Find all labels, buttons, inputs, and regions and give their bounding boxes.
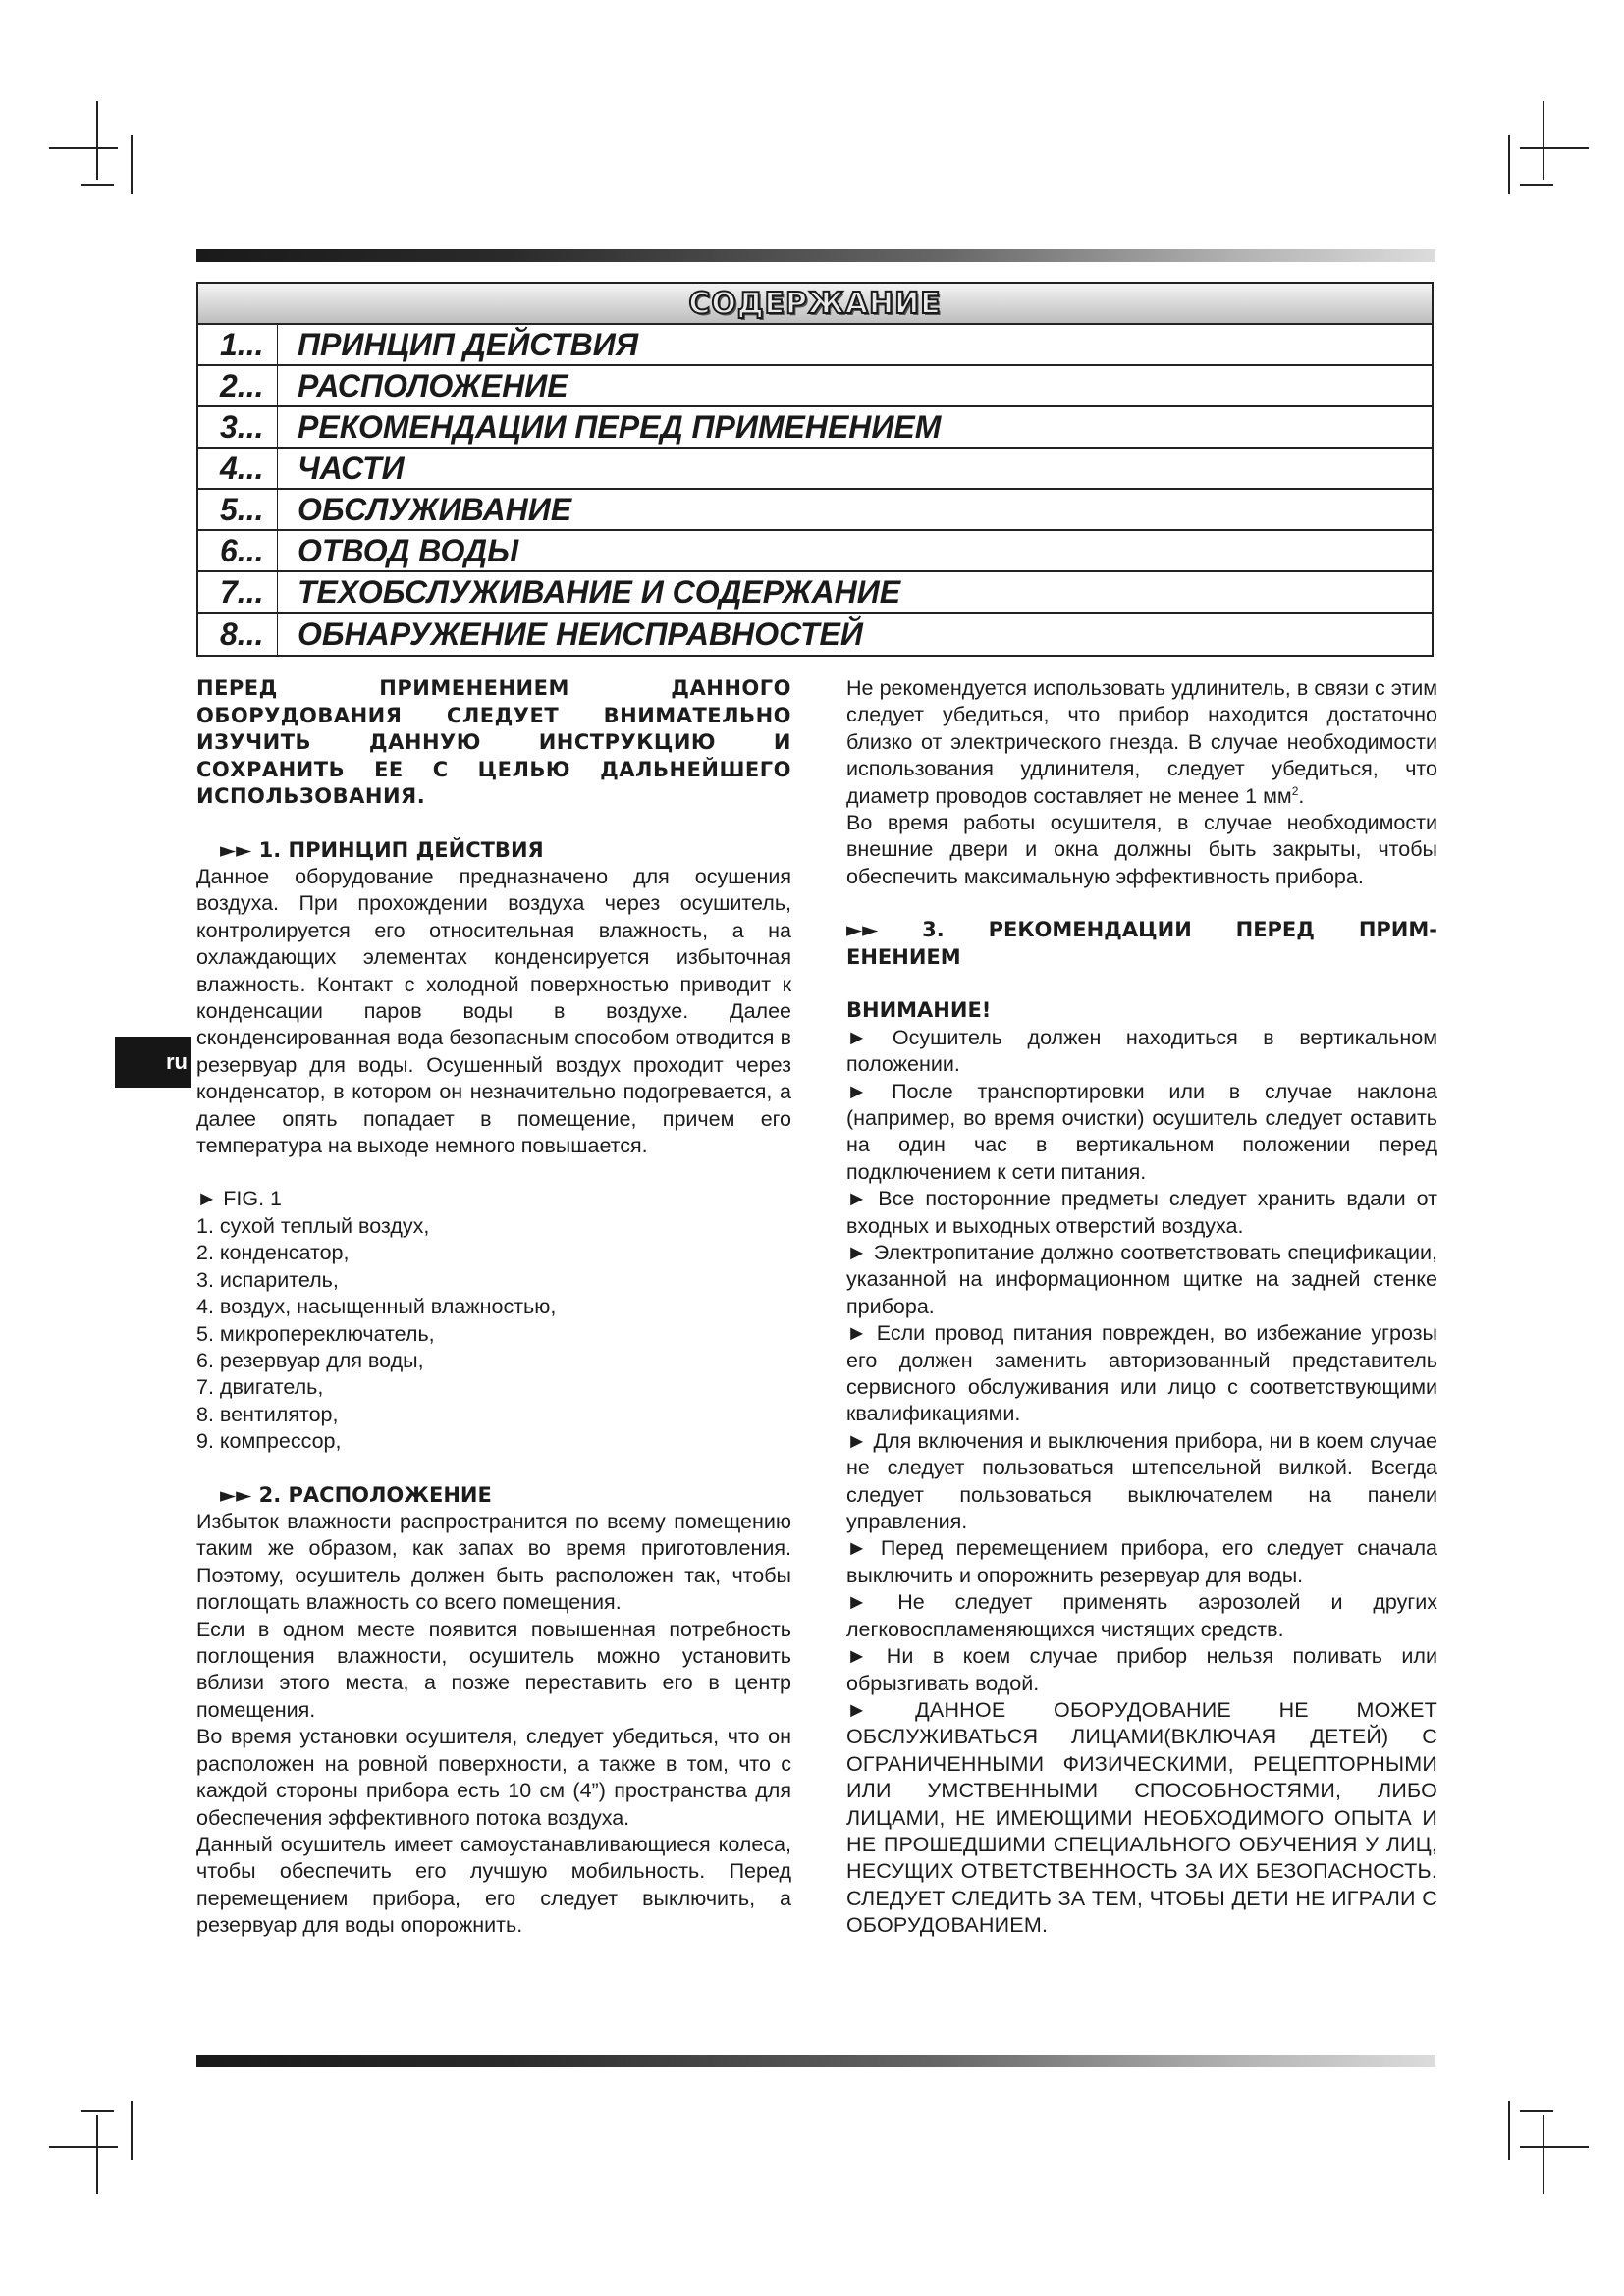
crop-mark	[1520, 2110, 1553, 2112]
crop-mark	[131, 2101, 133, 2160]
toc-label: ОБНАРУЖЕНИЕ НЕИСПРАВНОСТЕЙ	[298, 615, 863, 652]
crop-mark	[1508, 135, 1510, 194]
crop-mark	[1543, 2115, 1544, 2194]
superscript: 2	[1291, 783, 1299, 798]
toc-row	[198, 531, 1432, 572]
header-gradient-bar	[196, 249, 1435, 262]
toc-number: 2...	[220, 367, 264, 403]
toc-row	[198, 614, 1432, 655]
warning-title: ВНИМАНИЕ!	[846, 998, 992, 1023]
toc-label: ОБСЛУЖИВАНИЕ	[298, 491, 572, 527]
bullet-item: ► Перед перемещением прибора, его следует сначала выключить и опорожнить резервуар для воды.	[846, 1536, 1437, 1587]
crop-mark	[96, 2115, 98, 2194]
toc-label: ТЕХОБСЛУЖИВАНИЕ И СОДЕРЖАНИЕ	[298, 573, 901, 610]
fig-item: 8. вентилятор,	[196, 1402, 339, 1426]
toc-number: 3...	[220, 408, 264, 445]
crop-mark	[1543, 101, 1544, 180]
toc-number: 8...	[220, 615, 264, 652]
period: .	[1298, 783, 1305, 808]
intro-warning: ПЕРЕД ПРИМЕНЕНИЕМ ДАННОГО ОБОРУДОВАНИЯ СЛЕДУЕТ ВНИМАТЕЛЬНО ИЗУЧИТЬ ДАННУЮ ИНСТРУКЦИЮ И СОХРАНИТЬ ЕЕ С ЦЕЛЬЮ ДАЛЬНЕЙШЕГО ИСПОЛЬЗОВАНИЯ.	[196, 676, 791, 808]
bullet-item: ► Если провод питания поврежден, во избежание угрозы его должен заменить авторизованный представитель сервисного обслуживания или лицо с соответствующими квалификациями.	[846, 1321, 1437, 1426]
bullet-item: ► Для включения и выключения прибора, ни в коем случае не следует пользоваться штепсельной вилкой. Всегда следует пользоваться выключателем на панели управления.	[846, 1428, 1437, 1534]
fig-item: 3. испаритель,	[196, 1267, 339, 1292]
section-1-body: Данное оборудование предназначено для осушения воздуха. При прохождении воздуха через осушитель, контролируется его относительная влажность, а на охлаждающих элементах конденсируется избыточная влажность. Контакт с холодной поверхностью приводит к конденсации паров воды в воздухе. Далее сконденсированная вода безопасным способом отводится в резервуар для воды. Осушенный воздух проходит через конденсатор, в котором он незначительно подогревается, а далее опять попадает в помещение, причем его температура на выходе немного повышается.	[196, 865, 791, 1158]
fig-item: 2. конденсатор,	[196, 1241, 350, 1265]
toc-row	[198, 449, 1432, 490]
safety-notice: ► ДАННОЕ ОБОРУДОВАНИЕ НЕ МОЖЕТ ОБСЛУЖИВАТЬСЯ ЛИЦАМИ(ВКЛЮЧАЯ ДЕТЕЙ) С ОГРАНИЧЕННЫМИ ФИЗИЧЕСКИМИ, РЕЦЕПТОРНЫМИ ИЛИ УМСТВЕННЫМИ СПОСОБНОСТЯМИ, ЛИБО ЛИЦАМИ, НЕ ИМЕЮЩИМИ НЕОБХОДИМОГО ОПЫТА И НЕ ПРОШЕДШИМИ СПЕЦИАЛЬНОГО ОБУЧЕНИЯ У ЛИЦ, НЕСУЩИХ ОТВЕТСТВЕННОСТЬ ЗА ИХ БЕЗОПАСНОСТЬ. СЛЕДУЕТ СЛЕДИТЬ ЗА ТЕМ, ЧТОБЫ ДЕТИ НЕ ИГРАЛИ С ОБОРУДОВАНИЕМ.	[846, 1697, 1437, 1938]
toc-number: 4...	[220, 450, 264, 486]
toc-row	[198, 407, 1432, 449]
fig-title: ► FIG. 1	[196, 1187, 282, 1211]
fig-item: 6. резервуар для воды,	[196, 1348, 424, 1372]
toc-row	[198, 325, 1432, 366]
bullet-item: ► Осушитель должен находиться в вертикальном положении.	[846, 1025, 1437, 1077]
crop-mark	[49, 2146, 118, 2148]
toc-number: 1...	[220, 326, 264, 362]
right-column	[846, 675, 1437, 1940]
section-3-title: ►► 3. РЕКОМЕНДАЦИИ ПЕРЕД ПРИМ-	[846, 918, 1437, 942]
toc-number: 6...	[220, 532, 264, 568]
crop-mark	[1508, 2101, 1510, 2160]
fig-item: 7. двигатель,	[196, 1375, 324, 1400]
fig-item: 4. воздух, насыщенный влажностью,	[196, 1295, 557, 1319]
section-2-title: ►► 2. РАСПОЛОЖЕНИЕ	[220, 1482, 492, 1507]
toc-label: РЕКОМЕНДАЦИИ ПЕРЕД ПРИМЕНЕНИЕМ	[298, 408, 942, 445]
bullet-item: ► Электропитание должно соответствовать спецификации, указанной на информационном щитке на задней стенке прибора.	[846, 1241, 1437, 1318]
bullet-item: ► Не следует применять аэрозолей и других легковоспламеняющихся чистящих средств.	[846, 1590, 1437, 1641]
toc-row	[198, 572, 1432, 614]
extension-cord-paragraph	[846, 675, 1437, 810]
section-2-paragraph: Во время установки осушителя, следует убедиться, что он расположен на ровной поверхности, а также в том, что с каждой стороны прибора есть 10 см (4”) пространства для обеспечения эффективного потока воздуха.	[196, 1725, 791, 1830]
footer-gradient-bar	[196, 2055, 1435, 2067]
windows-paragraph: Во время работы осушителя, в случае необходимости внешние двери и окна должны быть закрыты, чтобы обеспечить максимальную эффективность прибора.	[846, 811, 1437, 888]
table-of-contents	[196, 282, 1434, 657]
bullet-item: ► Ни в коем случае прибор нельзя поливать или обрызгивать водой.	[846, 1644, 1437, 1695]
crop-mark	[1520, 184, 1553, 186]
crop-mark	[49, 147, 118, 149]
section-3-title-cont: ЕНЕНИЕМ	[846, 944, 961, 969]
crop-mark	[1520, 2146, 1589, 2148]
crop-mark	[1520, 147, 1589, 149]
crop-mark	[96, 101, 98, 180]
toc-label: РАСПОЛОЖЕНИЕ	[298, 367, 568, 403]
section-2-paragraph: Если в одном месте появится повышенная потребность поглощения влажности, осушитель можно установить вблизи этого места, а позже переставить его в центр помещения.	[196, 1617, 791, 1722]
toc-row	[198, 490, 1432, 531]
fig-item: 1. сухой теплый воздух,	[196, 1213, 430, 1238]
extension-cord-text: Не рекомендуется использовать удлинитель, в связи с этим следует убедиться, что прибор находится достаточно близко от электрического гнезда. В случае необходимости использования удлинителя, следует убедиться, что диаметр проводов составляет не менее 1 мм	[846, 676, 1437, 808]
fig-item: 5. микропереключатель,	[196, 1321, 435, 1346]
toc-number: 5...	[220, 491, 264, 527]
toc-label: ЧАСТИ	[298, 450, 405, 486]
toc-row	[198, 366, 1432, 407]
bullet-item: ► Все посторонние предметы следует хранить вдали от входных и выходных отверстий воздуха.	[846, 1187, 1437, 1238]
crop-mark	[131, 135, 133, 194]
section-1-title: ►► 1. ПРИНЦИП ДЕЙСТВИЯ	[220, 837, 544, 862]
section-2-paragraph: Данный осушитель имеет самоустанавливающиеся колеса, чтобы обеспечить его лучшую мобильность. Перед перемещением прибора, его следует выключить, а резервуар для воды опорожнить.	[196, 1832, 791, 1938]
crop-mark	[81, 2110, 114, 2112]
left-column	[196, 675, 791, 1940]
toc-number: 7...	[220, 573, 264, 610]
crop-mark	[81, 184, 114, 186]
toc-title: СОДЕРЖАНИЕ	[688, 286, 942, 321]
section-2-paragraph: Избыток влажности распространится по всему помещению таким же образом, как запах во время приготовления. Поэтому, осушитель должен быть расположен так, чтобы поглощать влажность со всего помещения.	[196, 1510, 791, 1615]
bullet-item: ► После транспортировки или в случае наклона (например, во время очистки) осушитель следует оставить на один час в вертикальном положении перед подключением к сети питания.	[846, 1079, 1437, 1184]
fig-item: 9. компрессор,	[196, 1429, 342, 1454]
toc-label: ОТВОД ВОДЫ	[298, 532, 519, 568]
toc-header	[198, 284, 1432, 325]
toc-label: ПРИНЦИП ДЕЙСТВИЯ	[298, 326, 639, 362]
language-tab: ru	[115, 1037, 191, 1088]
